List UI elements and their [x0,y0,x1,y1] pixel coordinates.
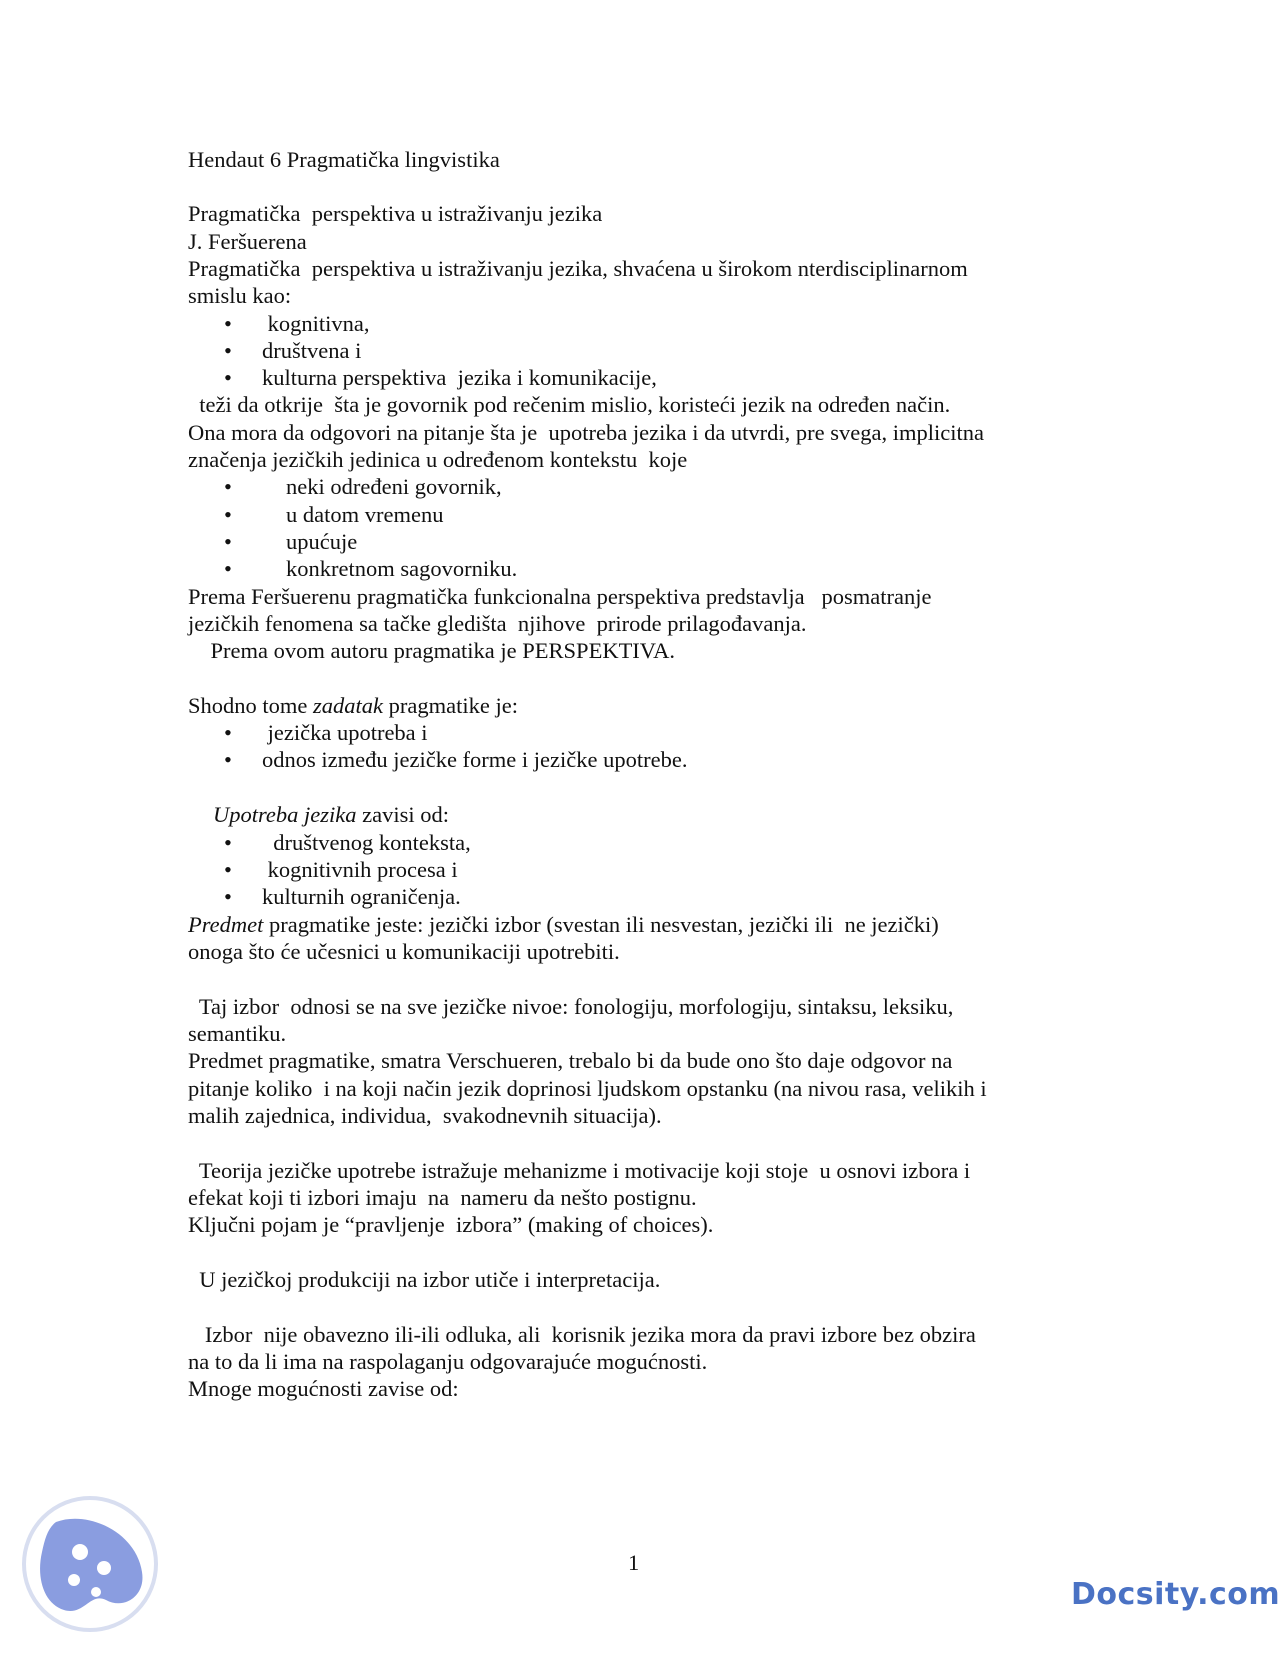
emphasis-text: zadatak [313,693,384,718]
list-item: • upućuje [224,529,358,554]
docsity-logo-icon[interactable] [18,1492,162,1636]
paragraph-line: efekat koji ti izbori imaju na nameru da nešto postignu. [188,1185,697,1210]
bullet-icon: • [224,338,232,363]
list-item: • jezička upotreba i [224,720,428,745]
paragraph-line: Izbor nije obavezno ili-ili odluka, ali korisnik jezika mora da pravi izbore bez obzira [188,1322,976,1347]
paragraph-line: Ključni pojam je “pravljenje izbora” (making of choices). [188,1212,714,1237]
paragraph-line: Upotreba jezika zavisi od: [213,802,449,827]
author-line: J. Feršuerena [188,229,307,254]
paragraph-line: Taj izbor odnosi se na sve jezičke nivoe: fonologiju, morfologiju, sintaksu, leksiku, [188,994,954,1019]
bullet-icon: • [224,502,232,527]
bullet-icon: • [224,556,232,581]
paragraph-line: onoga što će učesnici u komunikaciji upotrebiti. [188,939,620,964]
list-item: • kulturnih ograničenja. [224,884,461,909]
paragraph-line: semantiku. [188,1021,287,1046]
paragraph-line: malih zajednica, individua, svakodnevnih situacija). [188,1103,662,1128]
paragraph-line: Mnoge mogućnosti zavise od: [188,1376,459,1401]
bullet-icon: • [224,884,232,909]
list-item: • neki određeni govornik, [224,474,502,499]
emphasis-text: Predmet [188,912,264,937]
bullet-icon: • [224,365,232,390]
paragraph-line: značenja jezičkih jedinica u određenom kontekstu koje [188,447,688,472]
paragraph-line: Teorija jezičke upotrebe istražuje mehanizme i motivacije koji stoje u osnovi izbora i [188,1158,971,1183]
bullet-icon: • [224,474,232,499]
paragraph-line: Ona mora da odgovori na pitanje šta je upotreba jezika i da utvrdi, pre svega, implicitna [188,420,984,445]
paragraph-line: Prema Feršuerenu pragmatička funkcionalna perspektiva predstavlja posmatranje [188,584,932,609]
paragraph-line: Prema ovom autoru pragmatika je PERSPEKTIVA. [188,638,676,663]
paragraph-line: Predmet pragmatike, smatra Verschueren, trebalo bi da bude ono što daje odgovor na [188,1048,953,1073]
bullet-icon: • [224,720,232,745]
paragraph-line: Pragmatička perspektiva u istraživanju jezika, shvaćena u širokom nterdisciplinarnom [188,256,968,281]
paragraph-line: Predmet pragmatike jeste: jezički izbor (svestan ili nesvestan, jezički ili ne jezički) [188,912,939,937]
docsity-brand-link[interactable]: Docsity.com [1071,1577,1280,1612]
page-number: 1 [628,1550,640,1575]
bullet-icon: • [224,311,232,336]
paragraph-line: pitanje koliko i na koji način jezik doprinosi ljudskom opstanku (na nivou rasa, velikih i [188,1076,987,1101]
list-item: • kognitivna, [224,311,370,336]
paragraph-line: Shodno tome zadatak pragmatike je: [188,693,518,718]
bullet-icon: • [224,747,232,772]
list-item: • kulturna perspektiva jezika i komunikacije, [224,365,657,390]
bullet-icon: • [224,529,232,554]
list-item: • u datom vremenu [224,502,444,527]
document-title: Hendaut 6 Pragmatička lingvistika [188,147,500,172]
list-item: • društvenog konteksta, [224,830,471,855]
paragraph-line: jezičkih fenomena sa tačke gledišta njihove prirode prilagođavanja. [188,611,807,636]
bullet-icon: • [224,857,232,882]
paragraph-line: smislu kao: [188,283,292,308]
section-heading: Pragmatička perspektiva u istraživanju jezika [188,201,603,226]
bullet-icon: • [224,830,232,855]
list-item: • konkretnom sagovorniku. [224,556,518,581]
list-item: • društvena i [224,338,362,363]
paragraph-line: U jezičkoj produkciji na izbor utiče i interpretacija. [188,1267,661,1292]
paragraph-line: teži da otkrije šta je govornik pod rečenim mislio, koristeći jezik na određen način. [188,392,951,417]
emphasis-text: Upotreba jezika [213,802,357,827]
list-item: • odnos između jezičke forme i jezičke upotrebe. [224,747,688,772]
paragraph-line: na to da li ima na raspolaganju odgovarajuće mogućnosti. [188,1349,708,1374]
list-item: • kognitivnih procesa i [224,857,458,882]
